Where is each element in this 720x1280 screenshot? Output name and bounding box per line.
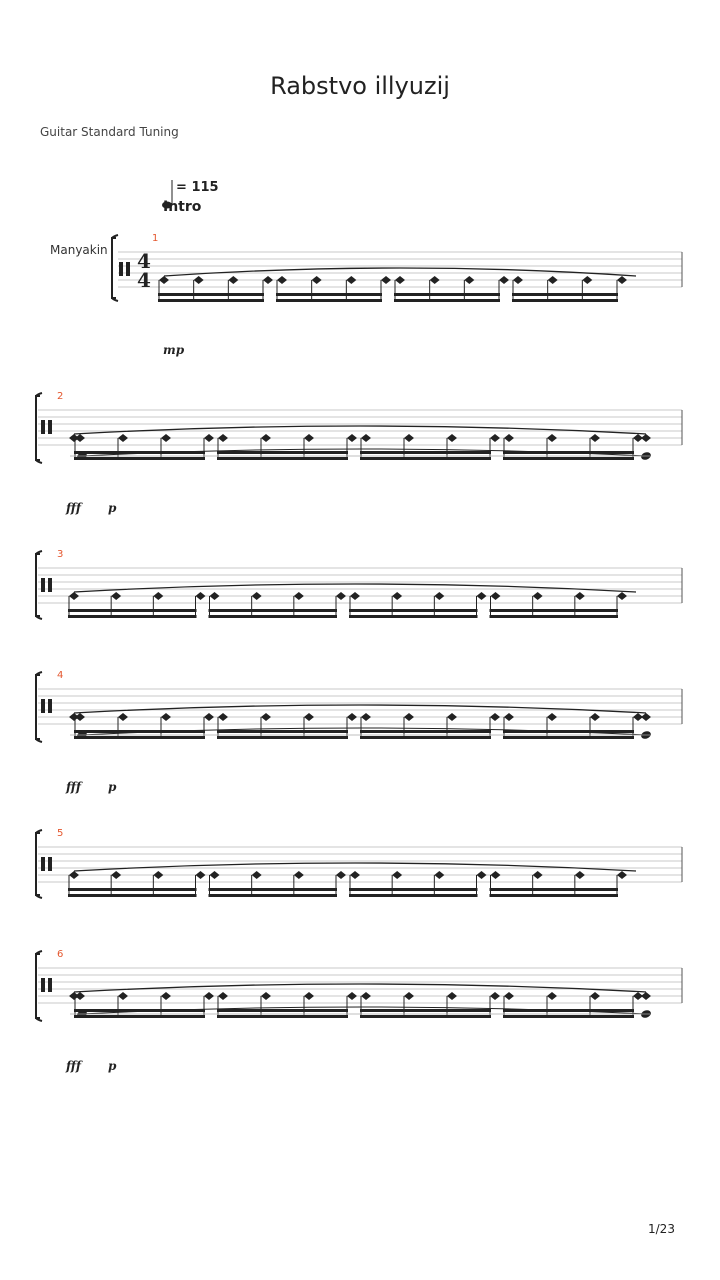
staff-system-3 — [0, 548, 720, 638]
note-head — [69, 992, 79, 1000]
beam — [209, 615, 338, 618]
note-head — [490, 434, 500, 442]
beam — [490, 609, 619, 612]
beam — [68, 615, 197, 618]
note-head — [392, 592, 402, 600]
measure-number-2: 2 — [57, 391, 64, 402]
note-head — [69, 871, 79, 879]
section-label: Intro — [163, 199, 202, 215]
beam — [394, 299, 500, 302]
note-head — [204, 434, 214, 442]
note-head — [590, 713, 600, 721]
note-head — [361, 992, 371, 1000]
note-head — [228, 276, 238, 284]
note-head — [69, 592, 79, 600]
dynamic-mark: p — [108, 501, 117, 515]
note-head — [261, 713, 271, 721]
note-head — [430, 276, 440, 284]
note-head — [490, 992, 500, 1000]
slur — [164, 268, 636, 276]
note-head — [118, 992, 128, 1000]
beam — [349, 894, 478, 897]
note-head — [447, 713, 457, 721]
note-head — [350, 871, 360, 879]
beam — [394, 293, 500, 296]
beam — [349, 609, 478, 612]
note-head — [218, 992, 228, 1000]
staff-system-4 — [0, 669, 720, 759]
note-head — [210, 871, 220, 879]
beam — [490, 888, 619, 891]
note-head — [533, 592, 543, 600]
note-head — [161, 992, 171, 1000]
note-head — [347, 992, 357, 1000]
note-head — [533, 871, 543, 879]
beam — [217, 730, 348, 733]
measure-number-5: 5 — [57, 828, 64, 839]
beam — [503, 457, 634, 460]
tempo-equals: = — [176, 180, 187, 195]
dynamic-mark: fff — [66, 1059, 82, 1073]
note-head — [261, 434, 271, 442]
note-head — [277, 276, 287, 284]
note-head — [447, 992, 457, 1000]
note-head — [312, 276, 322, 284]
note-head — [304, 992, 314, 1000]
beam — [68, 894, 197, 897]
note-head — [361, 713, 371, 721]
note-head — [575, 592, 585, 600]
staff-system-6 — [0, 948, 720, 1038]
beam — [74, 736, 205, 739]
note-head — [590, 434, 600, 442]
note-head — [336, 592, 346, 600]
time-sig-bottom: 4 — [137, 268, 151, 292]
beam — [209, 609, 338, 612]
staff-lines — [38, 689, 682, 724]
dynamic-mark: p — [108, 1059, 117, 1073]
note-head — [252, 592, 262, 600]
beam — [68, 609, 197, 612]
dynamic-mark: fff — [66, 501, 82, 515]
note-head — [490, 713, 500, 721]
percussion-clef-icon — [41, 699, 52, 713]
beam — [360, 457, 491, 460]
note-head — [504, 713, 514, 721]
score-title: Rabstvo illyuzij — [270, 72, 450, 100]
note-head — [404, 992, 414, 1000]
percussion-clef-icon — [41, 578, 52, 592]
note-head — [575, 871, 585, 879]
note-head — [347, 434, 357, 442]
beam — [360, 736, 491, 739]
slur — [74, 705, 646, 713]
beam — [276, 293, 382, 296]
beam — [490, 894, 619, 897]
page-number: 1/23 — [648, 1222, 675, 1236]
note-head — [641, 713, 651, 721]
staff-lines — [38, 968, 682, 1003]
note-head — [404, 713, 414, 721]
beam — [503, 736, 634, 739]
note-head — [161, 434, 171, 442]
note-head — [153, 871, 163, 879]
time-sig-top: 4 — [137, 249, 151, 273]
note-head — [218, 434, 228, 442]
note-head — [346, 276, 356, 284]
note-head — [617, 592, 627, 600]
note-head — [361, 434, 371, 442]
note-head — [504, 992, 514, 1000]
tempo-value: 115 — [191, 180, 219, 195]
beam — [512, 293, 618, 296]
note-head — [491, 592, 501, 600]
note-head — [111, 592, 121, 600]
note-head — [434, 871, 444, 879]
note-head — [263, 276, 273, 284]
slur — [74, 584, 636, 592]
dynamic-mark: p — [108, 780, 117, 794]
note-head — [499, 276, 509, 284]
dynamic-mark: fff — [66, 780, 82, 794]
note-head — [118, 434, 128, 442]
measure-number-1: 1 — [152, 233, 159, 244]
note-head — [304, 713, 314, 721]
percussion-clef-icon — [119, 262, 130, 276]
beam — [360, 451, 491, 454]
note-head — [69, 434, 79, 442]
beam — [360, 1015, 491, 1018]
note-head — [617, 276, 627, 284]
beam — [217, 1009, 348, 1012]
beam — [68, 888, 197, 891]
note-head — [547, 992, 557, 1000]
note-head — [381, 276, 391, 284]
beam — [360, 730, 491, 733]
staff-bracket — [112, 235, 118, 301]
staff-system-2 — [0, 390, 720, 480]
beam — [217, 451, 348, 454]
beam — [74, 457, 205, 460]
staff-system-1 — [0, 232, 720, 322]
note-head — [582, 276, 592, 284]
beam — [217, 457, 348, 460]
note-head — [336, 871, 346, 879]
note-head — [196, 871, 206, 879]
note-head — [204, 713, 214, 721]
note-head — [513, 276, 523, 284]
note-head — [404, 434, 414, 442]
note-head — [294, 592, 304, 600]
beam — [158, 293, 264, 296]
note-head — [392, 871, 402, 879]
beam — [490, 615, 619, 618]
staff-lines — [38, 568, 682, 603]
note-head — [477, 871, 487, 879]
slur — [74, 984, 646, 992]
slur — [74, 863, 636, 871]
note-head — [447, 434, 457, 442]
beam — [276, 299, 382, 302]
percussion-clef-icon — [41, 857, 52, 871]
note-head — [159, 276, 169, 284]
beam — [360, 1009, 491, 1012]
note-head — [118, 713, 128, 721]
note-head — [111, 871, 121, 879]
dynamic-mark: mp — [163, 343, 185, 357]
measure-number-3: 3 — [57, 549, 64, 560]
note-head — [504, 434, 514, 442]
beam — [512, 299, 618, 302]
percussion-clef-icon — [41, 978, 52, 992]
tuning-label: Guitar Standard Tuning — [40, 125, 179, 139]
note-head — [548, 276, 558, 284]
beam — [209, 888, 338, 891]
beam — [158, 299, 264, 302]
beam — [217, 1015, 348, 1018]
staff-system-5 — [0, 827, 720, 917]
note-head — [252, 871, 262, 879]
note-head — [69, 713, 79, 721]
note-head — [395, 276, 405, 284]
note-head — [491, 871, 501, 879]
note-head — [196, 592, 206, 600]
percussion-clef-icon — [41, 420, 52, 434]
note-head — [347, 713, 357, 721]
note-head — [477, 592, 487, 600]
beam — [209, 894, 338, 897]
note-head — [547, 713, 557, 721]
note-head — [304, 434, 314, 442]
note-head — [204, 992, 214, 1000]
note-head — [547, 434, 557, 442]
measure-number-6: 6 — [57, 949, 64, 960]
note-head — [641, 992, 651, 1000]
note-head — [294, 871, 304, 879]
note-head — [194, 276, 204, 284]
beam — [349, 888, 478, 891]
note-head — [161, 713, 171, 721]
note-head — [464, 276, 474, 284]
beam — [217, 736, 348, 739]
note-head — [350, 592, 360, 600]
note-head — [210, 592, 220, 600]
note-head — [261, 992, 271, 1000]
measure-number-4: 4 — [57, 670, 64, 681]
beam — [349, 615, 478, 618]
note-head — [434, 592, 444, 600]
note-head — [153, 592, 163, 600]
staff-lines — [38, 847, 682, 882]
slur — [74, 426, 646, 434]
note-head — [617, 871, 627, 879]
staff-lines — [38, 410, 682, 445]
beam — [74, 1015, 205, 1018]
note-head — [641, 434, 651, 442]
note-head — [218, 713, 228, 721]
beam — [503, 1015, 634, 1018]
tempo-marking — [176, 180, 219, 195]
note-head — [590, 992, 600, 1000]
instrument-name: Manyakin — [50, 243, 108, 257]
